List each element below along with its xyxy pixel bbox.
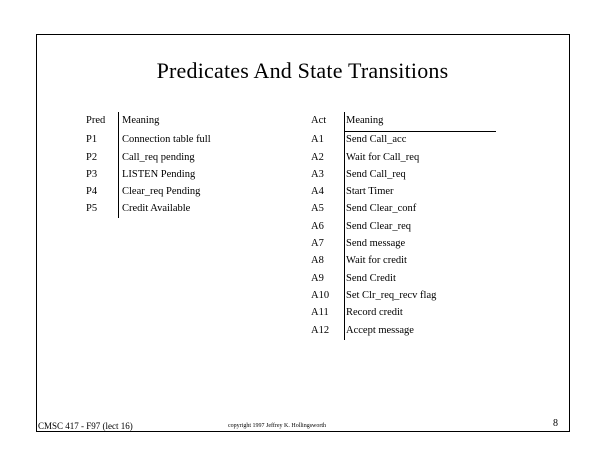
footer-course: CMSC 417 - F97 (lect 16) (38, 421, 133, 431)
action-meaning: Send Clear_req (346, 220, 412, 232)
action-row (311, 200, 436, 217)
action-meaning: Send Clear_conf (346, 203, 417, 215)
actions-column-divider (344, 112, 345, 340)
action-id: A12 (311, 324, 330, 336)
action-meaning: Send Credit (346, 272, 396, 284)
action-row (311, 235, 436, 252)
action-id: A2 (311, 151, 324, 163)
action-id: A11 (311, 307, 329, 319)
predicate-row (86, 149, 211, 166)
action-meaning: Wait for Call_req (346, 151, 420, 163)
predicate-id: P2 (86, 151, 98, 163)
predicate-row (86, 183, 211, 200)
predicate-meaning: Call_req pending (122, 151, 195, 163)
predicates-header-meaning: Meaning (122, 115, 160, 126)
action-meaning: Send Call_req (346, 168, 406, 180)
action-id: A10 (311, 289, 330, 301)
actions-header-row (311, 112, 436, 129)
predicate-meaning: Connection table full (122, 134, 211, 146)
action-row (311, 183, 436, 200)
action-row (311, 287, 436, 304)
action-id: A5 (311, 203, 324, 215)
predicates-header-pred: Pred (86, 115, 106, 126)
predicate-row (86, 166, 211, 183)
action-row (311, 252, 436, 269)
action-row (311, 270, 436, 287)
action-meaning: Record credit (346, 307, 403, 319)
action-meaning: Accept message (346, 324, 414, 336)
action-id: A9 (311, 272, 324, 284)
action-meaning: Wait for credit (346, 255, 407, 267)
predicate-id: P1 (86, 134, 98, 146)
predicate-meaning: Credit Available (122, 203, 191, 215)
predicates-table (86, 112, 211, 218)
action-row (311, 131, 436, 148)
action-meaning: Send Call_acc (346, 134, 407, 146)
footer-copyright: copyright 1997 Jeffrey K. Hollingsworth (228, 423, 327, 429)
predicates-header-row (86, 112, 211, 129)
actions-header-underline (344, 131, 496, 132)
action-row (311, 166, 436, 183)
slide-frame (36, 34, 570, 432)
actions-header-meaning: Meaning (346, 115, 384, 126)
page-number: 8 (553, 418, 558, 429)
predicate-id: P3 (86, 168, 98, 180)
predicate-id: P5 (86, 203, 98, 215)
predicate-row (86, 200, 211, 217)
action-id: A6 (311, 220, 324, 232)
predicate-row (86, 131, 211, 148)
action-id: A1 (311, 134, 324, 146)
slide-title: Predicates And State Transitions (156, 58, 449, 83)
actions-header-act: Act (311, 115, 327, 126)
action-id: A3 (311, 168, 324, 180)
action-meaning: Start Timer (346, 186, 394, 198)
actions-table (311, 112, 436, 339)
action-row (311, 149, 436, 166)
predicate-id: P4 (86, 186, 98, 198)
predicates-column-divider (118, 112, 119, 218)
action-row (311, 322, 436, 339)
action-id: A4 (311, 186, 324, 198)
action-meaning: Set Clr_req_recv flag (346, 289, 437, 301)
action-id: A7 (311, 238, 324, 250)
predicate-meaning: Clear_req Pending (122, 186, 201, 198)
action-meaning: Send message (346, 238, 406, 250)
action-id: A8 (311, 255, 324, 267)
action-row (311, 218, 436, 235)
action-row (311, 304, 436, 321)
predicate-meaning: LISTEN Pending (122, 168, 196, 180)
